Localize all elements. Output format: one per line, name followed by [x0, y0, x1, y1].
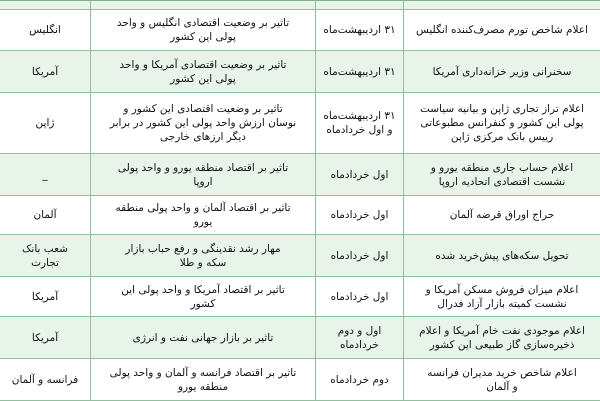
event-cell: اعلام تراز تجاری ژاپن و بیانیه سیاست پولی این کشور و کنفرانس مطبوعاتی رییس بانک مرکزی ژاپن	[403, 93, 600, 153]
table-row	[0, 196, 600, 235]
impact-cell: تاثیر بر بازار جهانی نفت و انرژی	[90, 317, 315, 358]
event-cell: اعلام حساب جاری منطقه یورو و نشست اقتصادی اتحادیه اروپا	[403, 154, 600, 195]
event-cell: سخنرانی وزیر خزانه‌داری آمریکا	[403, 51, 600, 92]
event-cell: اعلام موجودی نفت خام آمریکا و اعلام ذخیره‌سازی گاز طبیعی این کشور	[403, 317, 600, 358]
date-cell: ۳۱ اردیبهشت‌ماه	[315, 51, 403, 92]
date-cell: اول خردادماه	[315, 196, 403, 234]
country-cell: _	[42, 168, 48, 181]
date-cell: اول و دوم خردادماه	[315, 317, 403, 358]
event-cell: اعلام شاخص خرید مدیران فرانسه و آلمان	[403, 359, 600, 400]
table-row	[0, 359, 600, 401]
date-cell: دوم خردادماه	[315, 359, 403, 400]
impact-cell: تاثیر بر وضعیت اقتصادی انگلیس و واحد پولی این کشور	[90, 10, 315, 50]
impact-cell: تاثیر بر اقتصاد منطقه یورو و واحد پولی اروپا	[90, 154, 315, 195]
table-row	[0, 154, 600, 196]
impact-cell: تاثیر بر اقتصاد آمریکا و واحد پولی این کشور	[90, 277, 315, 316]
country-cell: آمریکا	[31, 290, 59, 303]
country-cell: شعب بانک تجارت	[22, 242, 68, 269]
impact-cell: تاثیر بر وضعیت اقتصادی این کشور و نوسان ارزش واحد پولی این کشور در برابر دیگر ارزهای خارجی	[90, 93, 315, 153]
top-edge-seg	[315, 1, 403, 9]
date-cell: اول خردادماه	[315, 235, 403, 276]
country-cell: آمریکا	[31, 331, 59, 344]
country-cell: آلمان	[33, 209, 57, 221]
impact-cell: تاثیر بر وضعیت اقتصادی آمریکا و واحد پولی این کشور	[90, 51, 315, 92]
table-row	[0, 235, 600, 277]
top-edge-seg	[90, 1, 315, 9]
impact-cell: تاثیر بر اقتصاد آلمان و واحد پولی منطقه یورو	[90, 196, 315, 234]
table-row	[0, 277, 600, 317]
date-cell: ۳۱ اردیبهشت‌ماه و اول خردادماه	[315, 93, 403, 153]
impact-cell: مهار رشد نقدینگی و رفع حباب بازار سکه و طلا	[90, 235, 315, 276]
table-row	[0, 93, 600, 154]
event-cell: اعلام میزان فروش مسکن آمریکا و نشست کمیته بازار آزاد فدرال	[403, 277, 600, 316]
table-top-edge	[0, 1, 600, 10]
table-row	[0, 51, 600, 93]
top-edge-seg	[403, 1, 600, 9]
table-row	[0, 317, 600, 359]
event-cell: تحویل سکه‌های پیش‌خرید شده	[403, 235, 600, 276]
impact-cell: تاثیر بر اقتصاد فرانسه و آلمان و واحد پولی منطقه یورو	[90, 359, 315, 400]
country-cell: انگلیس	[29, 24, 61, 36]
table-row	[0, 10, 600, 51]
date-cell: اول خردادماه	[315, 154, 403, 195]
country-cell: آمریکا	[31, 65, 59, 78]
country-cell: فرانسه و آلمان	[11, 373, 79, 386]
date-cell: ۳۱ اردیبهشت‌ماه	[315, 10, 403, 50]
top-edge-seg	[0, 1, 90, 9]
event-cell: حراج اوراق قرضه آلمان	[403, 196, 600, 234]
event-cell: اعلام شاخص تورم مصرف‌کننده انگلیس	[403, 10, 600, 50]
date-cell: اول خردادماه	[315, 277, 403, 316]
country-cell: ژاپن	[35, 117, 55, 129]
